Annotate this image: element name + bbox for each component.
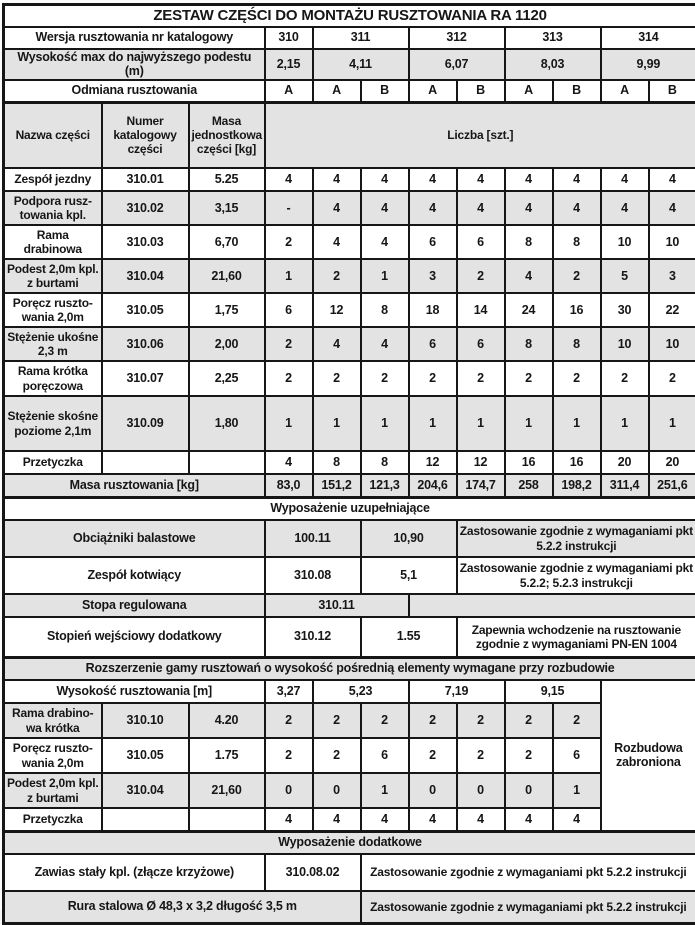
col-header-count: Liczba [szt.] [265,102,695,168]
extension-header-row [4,657,695,680]
total-mass-value: 204,6 [409,474,457,497]
additional-header: Wyposażenie dodatkowe [4,831,695,854]
qty-cell: 12 [409,451,457,474]
part-name: Podest 2,0m kpl. z burtami [4,773,102,808]
variant-value: A [505,80,553,102]
version-value: 314 [601,27,695,49]
part-name: Stężenie ukośne 2,3 m [4,327,102,361]
max-height-value: 9,99 [601,49,695,81]
part-row [4,293,695,327]
qty-cell: 4 [361,225,409,259]
extension-height-value: 5,23 [313,680,409,703]
qty-cell: 8 [505,327,553,361]
qty-cell: 4 [505,168,553,191]
item-mass: 10,90 [361,520,457,557]
qty-cell: 4 [361,808,409,831]
qty-cell: 4 [409,168,457,191]
item-note: Zastosowanie zgodnie z wymaganiami pkt 5.2.2 instrukcji [361,854,695,891]
item-note: Zastosowanie zgodnie z wymaganiami pkt 5.2.2 instrukcji [457,520,695,557]
qty-cell: 2 [265,327,313,361]
qty-cell: 20 [649,451,695,474]
qty-cell: 12 [457,451,505,474]
item-note: Zastosowanie zgodnie z wymaganiami pkt 5.2.2 instrukcji [361,891,695,923]
qty-cell: 3 [409,259,457,293]
part-catalog: 310.03 [102,225,189,259]
part-catalog: 310.07 [102,361,189,396]
part-name: Przetyczka [4,451,102,474]
part-catalog: 310.04 [102,773,189,808]
additional-row [4,854,695,891]
part-mass [189,808,265,831]
col-header-mass: Masa jednostkowa części [kg] [189,102,265,168]
qty-cell: - [265,191,313,225]
qty-cell: 16 [505,451,553,474]
qty-cell: 1 [457,396,505,451]
extension-height-value: 7,19 [409,680,505,703]
part-mass: 5.25 [189,168,265,191]
version-value: 310 [265,27,313,49]
qty-cell: 4 [313,191,361,225]
qty-cell: 1 [361,396,409,451]
extension-header: Rozszerzenie gamy rusztowań o wysokość pośrednią elementy wymagane przy rozbudowie [4,657,695,680]
qty-cell: 8 [361,451,409,474]
qty-cell: 4 [409,191,457,225]
qty-cell: 4 [361,168,409,191]
qty-cell: 4 [553,168,601,191]
part-catalog: 310.05 [102,738,189,773]
version-row [4,27,695,49]
part-row [4,225,695,259]
supplementary-row [4,594,695,617]
qty-cell: 4 [505,808,553,831]
supplementary-row [4,617,695,657]
qty-cell: 4 [361,191,409,225]
part-catalog: 310.05 [102,293,189,327]
qty-cell: 4 [265,168,313,191]
qty-cell: 0 [457,773,505,808]
variant-value: A [409,80,457,102]
part-catalog [102,451,189,474]
col-header-name: Nazwa części [4,102,102,168]
qty-cell: 4 [265,451,313,474]
item-name: Rura stalowa Ø 48,3 x 3,2 długość 3,5 m [4,891,361,923]
item-name: Zawias stały kpl. (złącze krzyżowe) [4,854,265,891]
part-name: Podest 2,0m kpl. z burtami [4,259,102,293]
qty-cell: 6 [409,225,457,259]
item-name: Obciążniki balastowe [4,520,265,557]
variant-value: A [601,80,649,102]
qty-cell: 0 [265,773,313,808]
max-height-value: 4,11 [313,49,409,81]
qty-cell: 2 [313,259,361,293]
qty-cell: 2 [457,738,505,773]
part-name: Poręcz ruszto-wania 2,0m [4,293,102,327]
qty-cell: 14 [457,293,505,327]
qty-cell: 2 [505,703,553,738]
version-value: 311 [313,27,409,49]
part-mass: 6,70 [189,225,265,259]
scaffolding-parts-table [2,3,695,925]
qty-cell: 2 [313,738,361,773]
qty-cell: 4 [505,259,553,293]
qty-cell: 4 [457,191,505,225]
qty-cell: 8 [553,327,601,361]
extension-height-value: 9,15 [505,680,601,703]
qty-cell: 10 [649,225,695,259]
qty-cell: 2 [649,361,695,396]
qty-cell: 8 [553,225,601,259]
part-row [4,451,695,474]
qty-cell: 4 [265,808,313,831]
qty-cell: 4 [457,808,505,831]
variant-value: B [553,80,601,102]
qty-cell: 4 [553,808,601,831]
part-row [4,396,695,451]
qty-cell: 4 [601,168,649,191]
qty-cell: 4 [313,808,361,831]
supplementary-header: Wyposażenie uzupełniające [4,497,695,520]
col-header-catalog: Numer katalogowy części [102,102,189,168]
qty-cell: 30 [601,293,649,327]
total-mass-value: 198,2 [553,474,601,497]
qty-cell: 4 [553,191,601,225]
item-catalog: 100.11 [265,520,361,557]
qty-cell: 4 [601,191,649,225]
qty-cell: 6 [457,225,505,259]
total-mass-value: 121,3 [361,474,409,497]
page-title: ZESTAW CZĘŚCI DO MONTAŻU RUSZTOWANIA RA 1120 [4,5,695,27]
qty-cell: 4 [313,168,361,191]
qty-cell: 2 [409,738,457,773]
variant-row [4,80,695,102]
max-height-label: Wysokość max do najwyższego podestu (m) [4,49,265,81]
qty-cell: 2 [553,703,601,738]
qty-cell: 4 [505,191,553,225]
empty-cell [409,594,695,617]
qty-cell: 10 [649,327,695,361]
extension-height-value: 3,27 [265,680,313,703]
qty-cell: 1 [649,396,695,451]
qty-cell: 6 [409,327,457,361]
max-height-row [4,49,695,81]
part-mass: 1,75 [189,293,265,327]
qty-cell: 1 [265,396,313,451]
part-name: Przetyczka [4,808,102,831]
qty-cell: 22 [649,293,695,327]
part-mass: 2,25 [189,361,265,396]
item-catalog: 310.08 [265,557,361,594]
qty-cell: 2 [505,361,553,396]
version-label: Wersja rusztowania nr katalogowy [4,27,265,49]
extension-row [4,808,695,831]
qty-cell: 1 [361,773,409,808]
part-name: Rama drabino-wa krótka [4,703,102,738]
extension-row [4,703,695,738]
qty-cell: 2 [409,361,457,396]
qty-cell: 3 [649,259,695,293]
qty-cell: 2 [265,738,313,773]
qty-cell: 20 [601,451,649,474]
qty-cell: 2 [265,703,313,738]
qty-cell: 0 [409,773,457,808]
qty-cell: 2 [553,259,601,293]
qty-cell: 1 [265,259,313,293]
qty-cell: 8 [313,451,361,474]
qty-cell: 0 [505,773,553,808]
qty-cell: 2 [313,703,361,738]
qty-cell: 6 [457,327,505,361]
part-catalog: 310.06 [102,327,189,361]
version-value: 312 [409,27,505,49]
qty-cell: 5 [601,259,649,293]
max-height-value: 8,03 [505,49,601,81]
qty-cell: 1 [361,259,409,293]
qty-cell: 1 [505,396,553,451]
part-name: Podpora rusz-towania kpl. [4,191,102,225]
qty-cell: 1 [409,396,457,451]
item-mass: 5,1 [361,557,457,594]
variant-value: B [457,80,505,102]
part-name: Poręcz ruszto-wania 2,0m [4,738,102,773]
qty-cell: 2 [409,703,457,738]
additional-row [4,891,695,923]
qty-cell: 2 [457,361,505,396]
max-height-value: 2,15 [265,49,313,81]
part-name: Rama drabinowa [4,225,102,259]
extension-forbidden: Rozbudowa zabroniona [601,680,695,831]
item-mass: 1.55 [361,617,457,657]
item-name: Zespół kotwiący [4,557,265,594]
part-mass: 4.20 [189,703,265,738]
item-name: Stopień wejściowy dodatkowy [4,617,265,657]
version-value: 313 [505,27,601,49]
extension-height-row [4,680,695,703]
variant-value: A [265,80,313,102]
supplementary-row [4,520,695,557]
qty-cell: 4 [361,327,409,361]
part-row [4,327,695,361]
total-mass-value: 311,4 [601,474,649,497]
extension-row [4,738,695,773]
qty-cell: 1 [553,773,601,808]
qty-cell: 8 [505,225,553,259]
qty-cell: 4 [313,225,361,259]
title-row [4,5,695,27]
part-mass: 3,15 [189,191,265,225]
qty-cell: 2 [361,361,409,396]
supplementary-header-row [4,497,695,520]
qty-cell: 0 [313,773,361,808]
part-catalog [102,808,189,831]
part-catalog: 310.10 [102,703,189,738]
qty-cell: 6 [361,738,409,773]
qty-cell: 2 [361,703,409,738]
qty-cell: 4 [649,191,695,225]
qty-cell: 4 [457,168,505,191]
variant-value: B [361,80,409,102]
qty-cell: 4 [409,808,457,831]
qty-cell: 1 [553,396,601,451]
qty-cell: 2 [265,225,313,259]
variant-value: B [649,80,695,102]
part-row [4,191,695,225]
qty-cell: 4 [313,327,361,361]
qty-cell: 1 [313,396,361,451]
part-mass: 1.75 [189,738,265,773]
part-catalog: 310.02 [102,191,189,225]
item-catalog: 310.11 [265,594,409,617]
max-height-value: 6,07 [409,49,505,81]
part-name: Stężenie skośne poziome 2,1m [4,396,102,451]
supplementary-row [4,557,695,594]
qty-cell: 6 [553,738,601,773]
total-mass-label: Masa rusztowania [kg] [4,474,265,497]
part-row [4,361,695,396]
qty-cell: 24 [505,293,553,327]
qty-cell: 2 [457,259,505,293]
part-row [4,168,695,191]
qty-cell: 2 [553,361,601,396]
part-mass [189,451,265,474]
parts-header-row [4,102,695,168]
qty-cell: 2 [313,361,361,396]
total-mass-value: 251,6 [649,474,695,497]
item-note: Zapewnia wchodzenie na rusztowanie zgodnie z wymaganiami PN-EN 1004 [457,617,695,657]
total-mass-row [4,474,695,497]
part-name: Rama krótka poręczowa [4,361,102,396]
part-mass: 21,60 [189,773,265,808]
part-mass: 2,00 [189,327,265,361]
part-catalog: 310.04 [102,259,189,293]
additional-header-row [4,831,695,854]
qty-cell: 10 [601,225,649,259]
part-catalog: 310.01 [102,168,189,191]
qty-cell: 10 [601,327,649,361]
qty-cell: 6 [265,293,313,327]
part-row [4,259,695,293]
qty-cell: 4 [649,168,695,191]
qty-cell: 2 [457,703,505,738]
qty-cell: 2 [601,361,649,396]
variant-value: A [313,80,361,102]
total-mass-value: 151,2 [313,474,361,497]
total-mass-value: 83,0 [265,474,313,497]
extension-height-label: Wysokość rusztowania [m] [4,680,265,703]
item-catalog: 310.12 [265,617,361,657]
qty-cell: 16 [553,451,601,474]
item-catalog: 310.08.02 [265,854,361,891]
variant-label: Odmiana rusztowania [4,80,265,102]
qty-cell: 12 [313,293,361,327]
extension-row [4,773,695,808]
qty-cell: 18 [409,293,457,327]
qty-cell: 1 [601,396,649,451]
qty-cell: 8 [361,293,409,327]
part-mass: 1,80 [189,396,265,451]
item-name: Stopa regulowana [4,594,265,617]
total-mass-value: 174,7 [457,474,505,497]
qty-cell: 2 [505,738,553,773]
part-name: Zespół jezdny [4,168,102,191]
part-mass: 21,60 [189,259,265,293]
qty-cell: 16 [553,293,601,327]
total-mass-value: 258 [505,474,553,497]
part-catalog: 310.09 [102,396,189,451]
qty-cell: 2 [265,361,313,396]
item-note: Zastosowanie zgodnie z wymaganiami pkt 5.2.2; 5.2.3 instrukcji [457,557,695,594]
